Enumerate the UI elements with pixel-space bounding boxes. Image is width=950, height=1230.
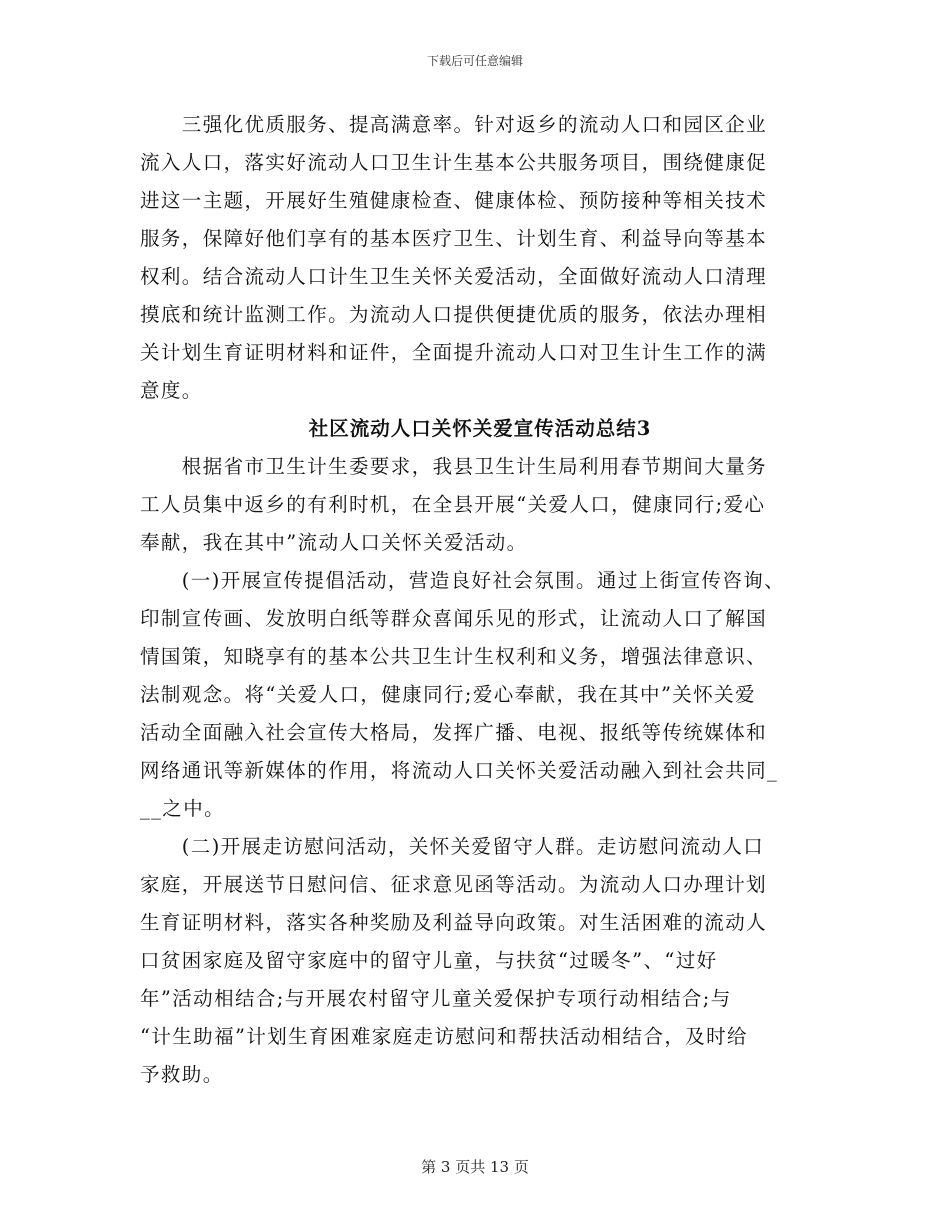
text-line: 工人员集中返乡的有利时机，在全县开展“关爱人口，健康同行;爱心 [140,493,766,516]
text-line: __之中。 [140,797,226,820]
paragraph [140,562,820,828]
text-line: 生育证明材料，落实各种奖励及利益导向政策。对生活困难的流动人 [140,911,768,934]
text-line: “计生助福”计划生育困难家庭走访慰问和帮扶活动相结合，及时给 [140,1025,748,1048]
section-title: 社区流动人口关怀关爱宣传活动总结3 [308,417,652,440]
page-footer: 第 3 页共 13 页 [421,1158,529,1176]
text-line: 根据省市卫生计生委要求，我县卫生计生局利用春节期间大量务 [140,455,768,478]
document-body [140,106,820,1094]
text-line: 年”活动相结合;与开展农村留守儿童关爱保护专项行动相结合;与 [140,987,732,1010]
text-line: 服务，保障好他们享有的基本医疗卫生、计划生育、利益导向等基本 [140,227,768,250]
text-line: 法制观念。将“关爱人口，健康同行;爱心奉献，我在其中”关怀关爱 [140,683,756,706]
text-line: 口贫困家庭及留守家庭中的留守儿童，与扶贫“过暖冬”、“过好 [140,949,718,972]
text-line: 情国策，知晓享有的基本公共卫生计生权利和义务，增强法律意识、 [140,645,768,668]
paragraph [140,106,820,410]
text-line: 予救助。 [140,1063,224,1086]
paragraph [140,828,820,1094]
paragraph [140,448,820,562]
text-line: 三强化优质服务、提高满意率。针对返乡的流动人口和园区企业 [140,113,768,136]
text-line: 网络通讯等新媒体的作用，将流动人口关怀关爱活动融入到社会共同_ [140,759,779,782]
text-line: 家庭，开展送节日慰问信、征求意见函等活动。为流动人口办理计划 [140,873,768,896]
text-line: 意度。 [140,379,203,402]
text-line: 印制宣传画、发放明白纸等群众喜闻乐见的形式，让流动人口了解国 [140,607,768,630]
text-line: 权利。结合流动人口计生卫生关怀关爱活动，全面做好流动人口清理 [140,265,768,288]
page-header: 下载后可任意编辑 [426,54,523,68]
text-line: 关计划生育证明材料和证件，全面提升流动人口对卫生计生工作的满 [140,341,768,364]
text-line: (二)开展走访慰问活动，关怀关爱留守人群。走访慰问流动人口 [140,835,765,858]
text-line: 活动全面融入社会宣传大格局，发挥广播、电视、报纸等传统媒体和 [140,721,768,744]
text-line: 摸底和统计监测工作。为流动人口提供便捷优质的服务，依法办理相 [140,303,768,326]
text-line: (一)开展宣传提倡活动，营造良好社会氛围。通过上街宣传咨询、 [140,569,786,592]
text-line: 奉献，我在其中”流动人口关怀关爱活动。 [140,531,528,554]
text-line: 进这一主题，开展好生殖健康检查、健康体检、预防接种等相关技术 [140,189,768,212]
text-line: 流入人口，落实好流动人口卫生计生基本公共服务项目，围绕健康促 [140,151,768,174]
